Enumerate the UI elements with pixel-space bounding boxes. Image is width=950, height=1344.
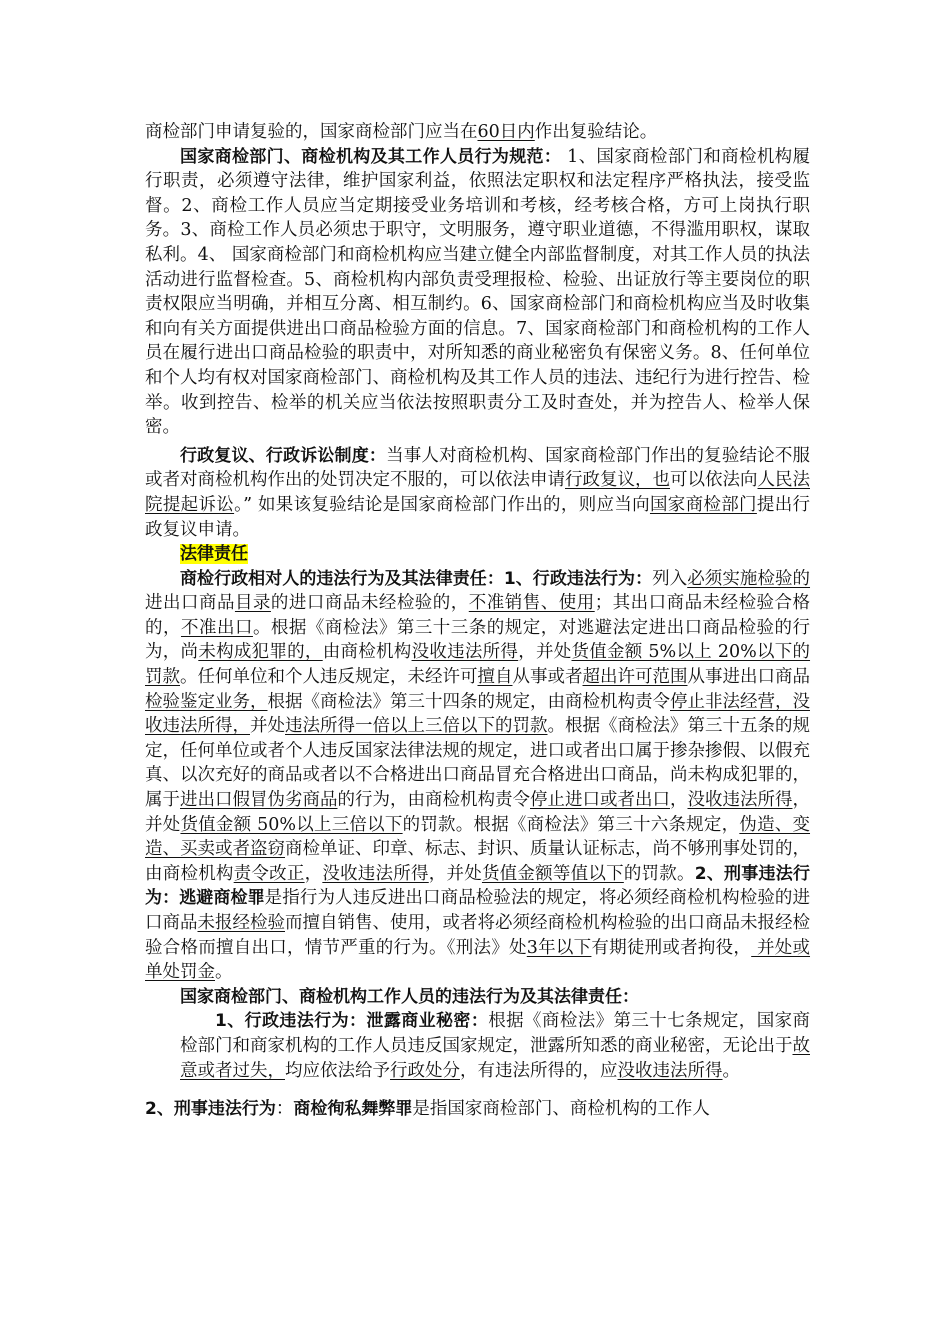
- text-run: 未报经检验: [197, 913, 285, 933]
- text-run: 从事进出口商品: [687, 667, 810, 688]
- text-run: 从事或者: [512, 667, 583, 688]
- text-run: 列入: [652, 568, 688, 589]
- text-run: 由商检机构: [322, 642, 412, 663]
- text-run: 根据《商检法》第三十四条的规定，由商检机构责令: [267, 691, 670, 712]
- text-run: 可以依法向: [670, 470, 758, 491]
- text-run: 没收违法所得: [687, 790, 793, 811]
- text-run: ，并处: [145, 790, 810, 835]
- text-run: 。根据《商检法》第三十五条的规定，任何单位或者个人违反国家法律法规的规定，进口或者出口属于掺杂掺假、以假充真、以次充好的商品或者以不合格进出口商品冒充合格进出口商品，尚未构成犯罪的，属于: [145, 716, 810, 811]
- text-run: 国家商检部门、商检机构工作人员的违法行为及其法律责任：: [180, 986, 639, 1007]
- text-run: ，: [304, 863, 323, 884]
- text-run: 是指国家商检部门、商检机构的工作人: [412, 1099, 710, 1120]
- text-run: 行政处分: [390, 1060, 460, 1081]
- text-run: 商检单证、印章、标志、封识、质量认证标志，尚不够刑事处罚的，由商检机构: [145, 839, 810, 884]
- text-run: 进出口假冒伪劣商品: [180, 790, 338, 811]
- text-run: 。任何单位和个人违反规定，未经许可: [180, 667, 478, 688]
- text-run: 目录: [234, 593, 271, 614]
- text-run: 货值金额 5%以上 20%以下的罚款: [145, 642, 811, 688]
- text-run: ；其出口商品未经检验合格的，: [145, 593, 811, 638]
- text-run: 必须实施检验的: [687, 568, 811, 589]
- text-run: 的行为，由商检机构责令: [337, 790, 530, 811]
- text-run: 人民法院提起诉讼: [145, 470, 810, 515]
- text-run: 行政复议、行政诉讼制度：: [180, 445, 387, 466]
- text-run: 。根据《商检法》第三十三条的规定，对逃避法定进出口商品检验的行为，尚: [145, 617, 811, 663]
- text-run: 是指行为人违反进出口商品检验法的规定，将必须经商检机构检验的进口商品: [145, 888, 811, 933]
- text-run: 而擅自销售、使用，或者将必须经商检机构检验的出口商品未报经检验合格而擅自出口，情节严重的行为。《刑法》处: [145, 913, 810, 958]
- text-run: ，: [670, 790, 688, 811]
- text-run: 。: [215, 962, 233, 983]
- text-run: 作出复验结论。: [534, 122, 658, 142]
- text-run: 未构成犯罪的，: [198, 642, 323, 663]
- text-run: 停止非法经营，没收违法所得，: [145, 691, 810, 737]
- text-run: 。” 如果该复验结论是国家商检部门作出的，则应当向: [234, 494, 650, 515]
- text-run: 违法所得一倍以上三倍以下的罚款: [285, 716, 548, 737]
- text-run: 2、刑事违法行为：逃避商检罪: [145, 863, 810, 909]
- text-run: 检验鉴定业务，: [145, 691, 268, 712]
- text-run: 3年以下: [526, 937, 592, 958]
- paragraph-conduct-norms: [145, 145, 810, 440]
- text-run: 没收违法所得: [617, 1060, 723, 1081]
- text-run: 当事人对商检机构、国家商检部门作出的复验结论不服或者对商检机构作出的处罚决定不服的，可以依法申请: [145, 445, 811, 491]
- paragraph-counterparty-liability: [145, 567, 810, 985]
- text-run: 的罚款。根据《商检法》第三十六条规定，: [402, 814, 740, 835]
- text-run: 有期徒刑或者拘役，: [591, 937, 752, 958]
- text-run: 故意或者过失，: [180, 1035, 810, 1081]
- text-run: 1、行政违法行为：泄露商业秘密：: [215, 1011, 489, 1032]
- text-run: 均应依法给予: [285, 1060, 390, 1081]
- text-run: 货值金额等值以下: [481, 863, 624, 884]
- text-run: 不准销售、使用: [468, 593, 595, 614]
- text-run: ，并处: [428, 863, 482, 884]
- text-run: 并处或单处罚金: [145, 937, 811, 983]
- text-run: 责令改正: [233, 863, 305, 884]
- text-run: 停止进口或者出口: [530, 790, 670, 811]
- text-run: ，有违法所得的，应: [460, 1060, 618, 1081]
- paragraph-criminal-favoritism: [145, 1097, 810, 1122]
- section-heading: [145, 542, 810, 567]
- text-run: 超出许可范围: [582, 667, 688, 688]
- text-run: 2、刑事违法行为: [145, 1099, 276, 1120]
- text-run: 商检行政相对人的违法行为及其法律责任：1、行政违法行为：: [180, 568, 653, 589]
- paragraph-staff-liability-title: [145, 985, 810, 1010]
- text-run: 。: [722, 1060, 740, 1081]
- text-run: ：: [275, 1099, 294, 1120]
- text-run: 商检部门申请复验的，国家商检部门应当在: [145, 122, 478, 142]
- paragraph-trade-secret: [145, 1009, 810, 1083]
- text-run: 擅自: [477, 667, 513, 688]
- text-run: 货值金额 50%以上三倍以下: [180, 814, 403, 835]
- paragraph-review-deadline: [145, 120, 810, 145]
- text-run: 1、国家商检部门和商检机构履行职责，必须遵守法律，维护国家利益，依照法定职权和法定程序严格执法，接受监督。2、商检工作人员应当定期接受业务培训和考核，经考核合格，方可上岗执行职务。3、商检工作人员必须忠于职守，文明服务，遵守职业道德，不得滥用职权，谋取私利。4、 国家商检部门和商检机构应当建立健全内部监督制度，对其工作人员的执法活动进行监督检查。5、商检机构内部负责受理报检、检验、出证放行等主要岗位的职责权限应当明确，并相互分离、相互制约。6、国家商检部门和商检机构应当及时收集和向有关方面提供进出口商品检验方面的信息。7、国家商检部门和商检机构的工作人员在履行进出口商品检验的职责中，对所知悉的商业秘密负有保密义务。8、任何单位和个人均有权对国家商检部门、商检机构及其工作人员的违法、违纪行为进行控告、检举。收到控告、检举的机关应当依法按照职责分工及时查处，并为控告人、检举人保密。: [145, 146, 811, 438]
- text-run: 国家商检部门: [649, 494, 757, 515]
- text-run: 伪造、变造、买卖或者盗窃: [145, 814, 811, 860]
- text-run: 行政复议，也: [565, 470, 670, 491]
- text-run: 没收违法所得: [322, 863, 429, 884]
- text-run: ，并处: [518, 642, 572, 663]
- text-run: 国家商检部门、商检机构及其工作人员行为规范：: [180, 146, 562, 167]
- text-run: 商检徇私舞弊罪: [293, 1099, 413, 1120]
- text-run: 并处: [250, 716, 285, 737]
- text-run: 提出行政复议申请。: [145, 494, 811, 540]
- heading-legal-liability: 法律责任: [180, 544, 248, 565]
- text-run: 的进口商品未经检验的，: [270, 593, 469, 614]
- text-run: 的罚款。: [623, 863, 695, 884]
- paragraph-administrative-review: [145, 444, 810, 542]
- text-run: 没收违法所得: [411, 642, 519, 663]
- text-run: 进出口商品: [145, 593, 235, 614]
- text-run: 不准出口: [180, 617, 253, 638]
- text-run: 根据《商检法》第三十七条规定，国家商检部门和商家机构的工作人员违反国家规定，泄露所知悉的商业秘密，无论出于: [180, 1011, 811, 1056]
- text-run: 60日内: [477, 122, 535, 142]
- document-page: [145, 120, 810, 1122]
